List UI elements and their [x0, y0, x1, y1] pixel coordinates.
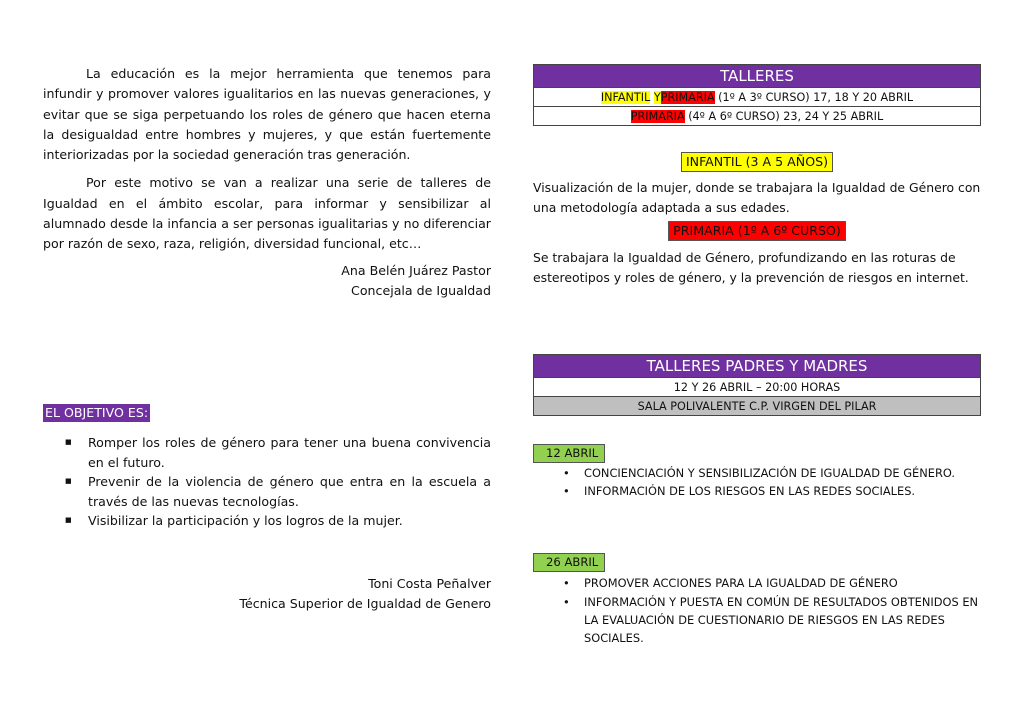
padres-title: TALLERES PADRES Y MADRES: [534, 355, 981, 378]
signature-role: Técnica Superior de Igualdad de Genero: [239, 596, 491, 611]
signature-name: Toni Costa Peñalver: [368, 576, 491, 591]
and-text: Y: [653, 90, 661, 104]
schedule-text: (4º A 6º CURSO) 23, 24 Y 25 ABRIL: [688, 109, 884, 123]
infantil-heading: INFANTIL (3 A 5 AÑOS): [681, 152, 833, 172]
signature-role: Concejala de Igualdad: [351, 283, 491, 299]
session-2-label: 26 ABRIL: [533, 553, 605, 572]
schedule-text: (1º A 3º CURSO) 17, 18 Y 20 ABRIL: [718, 90, 914, 104]
session-1-list: [533, 464, 981, 500]
list-item: • CONCIENCIACIÓN Y SENSIBILIZACIÓN DE IGUALDAD DE GÉNERO.: [533, 464, 981, 482]
signature-name: Ana Belén Juárez Pastor: [341, 262, 491, 278]
session-1-label: 12 ABRIL: [533, 444, 605, 463]
session-1: [533, 444, 981, 500]
talleres-row-2: [534, 107, 981, 126]
talleres-table: [533, 64, 981, 126]
infantil-heading-wrap: [533, 152, 981, 172]
objectives-list: [43, 433, 491, 531]
list-item: ■ Romper los roles de género para tener una buena convivencia en el futuro.: [43, 433, 491, 472]
infantil-highlight: INFANTIL: [600, 90, 651, 104]
talleres-title: TALLERES: [534, 65, 981, 88]
padres-table: [533, 354, 981, 416]
list-item: • INFORMACIÓN Y PUESTA EN COMÚN DE RESULTADOS OBTENIDOS EN LA EVALUACIÓN DE CUESTIONARIO DE RIESGOS EN LAS REDES SOCIALES.: [533, 593, 981, 648]
intro-paragraph: La educación es la mejor herramienta que tenemos para infundir y promover valores igualitarios en las nuevas generaciones, y evitar que se siga perpetuando los roles de género que hacen eterna la desigualdad entre hombres y mujeres, y que están fuertemente interiorizadas por la sociedad generación tras generación.: [43, 66, 491, 163]
motive-paragraph: Por este motivo se van a realizar una serie de talleres de Igualdad en el ámbito escolar, para informar y sensibilizar al alumnado desde la infancia a ser personas igualitarias y no diferenciar por razón de sexo, raza, religión, diversidad funcional, etc…: [43, 175, 491, 252]
right-column: [533, 64, 981, 647]
talleres-row-1: [534, 88, 981, 107]
signature-technician: [43, 574, 491, 614]
list-item: • INFORMACIÓN DE LOS RIESGOS EN LAS REDES SOCIALES.: [533, 482, 981, 500]
session-2-list: [533, 574, 981, 647]
signature-councillor: [43, 261, 491, 302]
primaria-heading: PRIMARIA (1º A 6º CURSO): [668, 221, 846, 241]
objective-heading: EL OBJETIVO ES:: [45, 405, 149, 420]
list-item: • PROMOVER ACCIONES PARA LA IGUALDAD DE GÉNERO: [533, 574, 981, 592]
left-column: [43, 64, 491, 302]
list-item: ■ Prevenir de la violencia de género que entra en la escuela a través de las nuevas tecnologías.: [43, 472, 491, 511]
padres-dates: 12 Y 26 ABRIL – 20:00 HORAS: [534, 378, 981, 397]
padres-place: SALA POLIVALENTE C.P. VIRGEN DEL PILAR: [534, 397, 981, 416]
primaria-highlight: PRIMARIA: [660, 90, 715, 104]
session-2: [533, 553, 981, 647]
list-item: ■ Visibilizar la participación y los logros de la mujer.: [43, 511, 491, 531]
primaria-heading-wrap: [533, 221, 981, 241]
infantil-description: Visualización de la mujer, donde se trabajara la Igualdad de Género con una metodología adaptada a sus edades.: [533, 180, 981, 215]
primaria-highlight: PRIMARIA: [630, 109, 685, 123]
primaria-description: Se trabajara la Igualdad de Género, profundizando en las roturas de estereotipos y roles de género, y la prevención de riesgos en internet.: [533, 250, 969, 285]
